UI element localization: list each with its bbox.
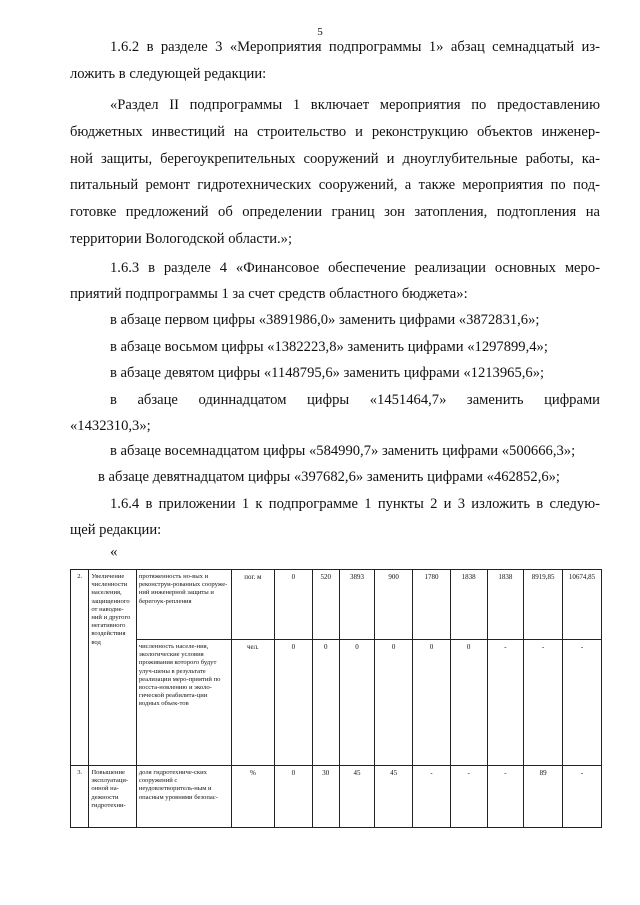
value-cell: 0 [375,640,413,766]
indicator-cell: протяженность но-вых и реконструи-рованных сооруже-ний инженерной защиты и берегоук-репления [136,570,231,640]
unit-cell: пог. м [231,570,274,640]
indicators-table [70,569,602,828]
paragraph-line: в абзаце девятнадцатом цифры «397682,6» заменить цифрами «462852,6»; [98,469,560,485]
value-cell: - [450,766,487,828]
value-cell: 45 [339,766,375,828]
paragraph-line: 1.6.3 в разделе 4 «Финансовое обеспечение реализации основных меро- [110,260,600,276]
value-cell: 520 [312,570,339,640]
paragraph-line: территории Вологодской области.»; [70,231,293,247]
opening-quote: « [110,544,118,560]
value-cell: - [563,640,602,766]
unit-cell: чел. [231,640,274,766]
value-cell: 45 [375,766,413,828]
paragraph-line: в абзаце восьмом цифры «1382223,8» заменить цифрами «1297899,4»; [110,339,548,355]
value-cell: 1838 [487,570,524,640]
value-cell: 30 [312,766,339,828]
paragraph-line: 1.6.2 в разделе 3 «Мероприятия подпрограммы 1» абзац семнадцатый из- [110,39,600,55]
paragraph-line: ложить в следующей редакции: [70,66,267,82]
table-row [71,570,602,640]
row-number: 3. [71,766,89,828]
value-cell: - [563,766,602,828]
indicator-cell: численность населе-ния, экологические условия проживания которого будут улуч-шены в результате реализации меро-приятий по восста-новлению и эколо-гической реабилита-ции водных объек-тов [136,640,231,766]
paragraph-line: щей редакции: [70,522,162,538]
value-cell: 0 [413,640,451,766]
value-cell: 0 [450,640,487,766]
row-number [71,640,89,766]
paragraph-line: в абзаце восемнадцатом цифры «584990,7» заменить цифрами «500666,3»; [110,443,576,459]
value-cell: - [487,640,524,766]
paragraph-line: ной защиты, берегоукрепительных сооружений и дноуглубительные работы, ка- [70,151,600,167]
value-cell: 8919,85 [524,570,563,640]
paragraph-line: готовке предложений об определении границ зон затопления, подтопления на [70,204,600,220]
paragraph-line: приятий подпрограммы 1 за счет средств областного бюджета»: [70,286,468,302]
value-cell: 0 [274,570,312,640]
value-cell: 1780 [413,570,451,640]
paragraph-line: бюджетных инвестиций на строительство и реконструкцию объектов инженер- [70,124,600,140]
row-number: 2. [71,570,89,640]
unit-cell: % [231,766,274,828]
paragraph-line: в абзаце одиннадцатом цифры «1451464,7» заменить цифрами [110,392,600,408]
value-cell: - [487,766,524,828]
indicator-cell: доля гидротехниче-ских сооружений с неудовлетворитель-ным и опасным уровнями безопас- [136,766,231,828]
value-cell: 0 [312,640,339,766]
value-cell: - [524,640,563,766]
page-number: 5 [317,26,323,38]
value-cell: 1838 [450,570,487,640]
paragraph-line: 1.6.4 в приложении 1 к подпрограмме 1 пункты 2 и 3 изложить в следую- [110,496,600,512]
goal-cell: Увеличение численности населения, защищенного от наводне-ний и другого негативного воздействия вод [89,570,136,766]
value-cell: 0 [339,640,375,766]
goal-cell: Повышение эксплуатаци-онной на-дежности гидротехни- [89,766,136,828]
table-row [71,766,602,828]
value-cell: 89 [524,766,563,828]
paragraph-line: «Раздел II подпрограммы 1 включает мероприятия по предоставлению [110,97,600,113]
value-cell: 3893 [339,570,375,640]
value-cell: 0 [274,766,312,828]
paragraph-line: в абзаце девятом цифры «1148795,6» заменить цифрами «1213965,6»; [110,365,545,381]
value-cell: 10674,85 [563,570,602,640]
value-cell: 0 [274,640,312,766]
table-row [71,640,602,766]
paragraph-line: в абзаце первом цифры «3891986,0» заменить цифрами «3872831,6»; [110,312,540,328]
paragraph-line: «1432310,3»; [70,418,151,434]
value-cell: 900 [375,570,413,640]
value-cell: - [413,766,451,828]
paragraph-line: питальный ремонт гидротехнических сооружений, а также мероприятия по под- [70,177,600,193]
